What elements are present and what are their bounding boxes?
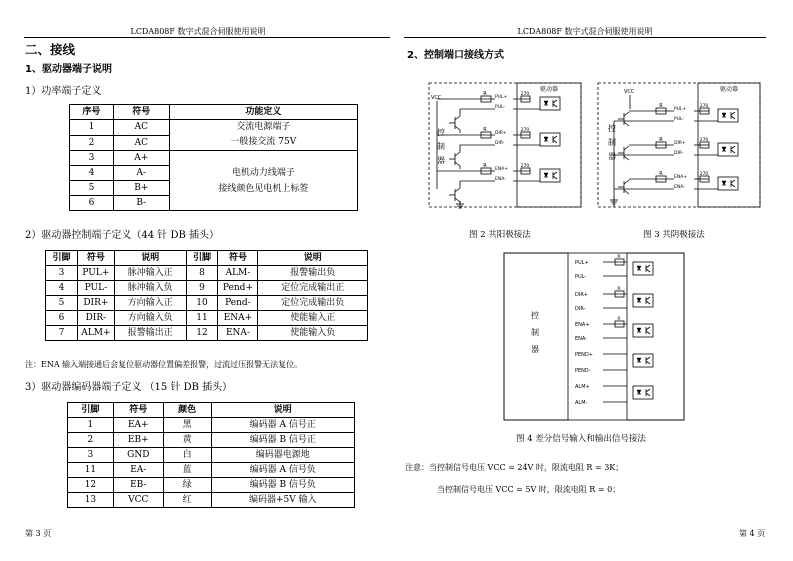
table-cell: VCC <box>113 493 163 508</box>
table-row <box>68 448 355 463</box>
table-cell: 11 <box>68 463 114 478</box>
signal-label: PUL- <box>575 274 587 280</box>
table-cell: DIR- <box>77 311 114 326</box>
page-3 <box>0 0 396 561</box>
diode-icon <box>722 181 726 185</box>
resistor-label: R <box>617 317 621 322</box>
optocoupler <box>718 143 738 156</box>
controller-label: 器 <box>531 345 539 354</box>
phototransistor-lead <box>646 389 650 392</box>
col-header: 引脚 <box>46 251 78 266</box>
transistor-emitter <box>624 156 629 160</box>
table-cell: GND <box>113 448 163 463</box>
signal-label: DIR+ <box>674 141 686 146</box>
phototransistor-lead <box>646 269 650 272</box>
transistor-emitter <box>624 190 629 194</box>
fig2-caption: 图 2 共阳极接法 <box>469 230 531 240</box>
table-cell: 蓝 <box>163 463 211 478</box>
table-cell: AC <box>113 120 169 136</box>
signal-label: DIR- <box>495 141 505 146</box>
table-row <box>46 266 368 281</box>
signal-label: DIR- <box>575 306 586 312</box>
transistor-emitter <box>624 122 629 126</box>
controller-label: 制 <box>608 138 616 147</box>
phototransistor-lead <box>553 100 557 103</box>
table-cell: EA- <box>113 463 163 478</box>
diode-icon <box>637 266 641 270</box>
signal-label: ALM+ <box>575 384 590 390</box>
phototransistor-lead <box>731 150 735 153</box>
table-row <box>68 463 355 478</box>
signal-label: PUL+ <box>495 95 508 100</box>
table-cell: 编码器+5V 输入 <box>211 493 354 508</box>
signal-label: PUL- <box>495 105 506 110</box>
phototransistor-lead <box>646 327 650 330</box>
col-header: 引脚 <box>186 251 218 266</box>
table-cell: 5 <box>46 296 78 311</box>
table-cell: A+ <box>113 151 169 166</box>
resistor-label: 270 <box>699 138 709 143</box>
table-cell: 编码器 B 信号负 <box>211 478 354 493</box>
table-row <box>46 296 368 311</box>
optocoupler <box>718 109 738 122</box>
table-cell: 编码器 B 信号正 <box>211 433 354 448</box>
table-cell: A- <box>113 166 169 181</box>
col-header: 功能定义 <box>169 105 357 120</box>
controller-label: 控 <box>608 124 616 133</box>
phototransistor-lead <box>646 297 650 300</box>
optocoupler <box>718 177 738 190</box>
table-cell: Pend- <box>218 296 258 311</box>
table-row <box>46 311 368 326</box>
resistor-label: 270 <box>699 172 709 177</box>
phototransistor-lead <box>646 301 650 304</box>
table-cell: 5 <box>70 181 114 196</box>
phototransistor-lead <box>646 361 650 364</box>
vcc-label: VCC <box>624 89 635 95</box>
table-header-row <box>68 403 355 418</box>
common-anode-diagram <box>425 79 585 219</box>
section-title: 二、接线 <box>25 42 76 57</box>
func-line: 交流电源端子 <box>236 122 291 132</box>
table-cell: 脉冲输入正 <box>114 266 186 281</box>
table-cell: EB- <box>113 478 163 493</box>
table-cell: AC <box>113 135 169 151</box>
signal-label: PEND+ <box>575 352 593 358</box>
resistor-note-1: 注意：当控制信号电压 VCC = 24V 时，限流电阻 R = 3K； <box>405 463 624 472</box>
table-cell: 使能输入负 <box>258 326 368 341</box>
signal-label: PEND- <box>575 368 591 374</box>
phototransistor-lead <box>646 331 650 334</box>
table-row <box>46 281 368 296</box>
diode-icon <box>722 113 726 117</box>
table-cell: ALM+ <box>77 326 114 341</box>
transistor-emitter <box>455 162 460 166</box>
table-cell: 7 <box>46 326 78 341</box>
transistor-emitter <box>455 126 460 130</box>
table-cell: 方向输入正 <box>114 296 186 311</box>
motor-function-cell <box>169 151 357 211</box>
phototransistor-lead <box>731 112 735 115</box>
col-header: 说明 <box>114 251 186 266</box>
encoder-terminal-table <box>67 402 355 508</box>
controller-label: 器 <box>437 156 445 165</box>
table-cell: 11 <box>186 311 218 326</box>
phototransistor-lead <box>731 116 735 119</box>
phototransistor-lead <box>553 136 557 139</box>
table-cell: 12 <box>186 326 218 341</box>
diode-icon <box>544 137 548 141</box>
col-header: 符号 <box>77 251 114 266</box>
controller-label: 器 <box>608 152 616 161</box>
diode-icon <box>722 147 726 151</box>
signal-label: ENA- <box>575 336 588 342</box>
table-cell: 2 <box>70 135 114 151</box>
controller-box <box>429 83 581 207</box>
table-cell: 编码器电源地 <box>211 448 354 463</box>
diode-icon <box>637 328 641 332</box>
phototransistor-lead <box>553 140 557 143</box>
signal-label: DIR+ <box>575 292 588 298</box>
resistor-label: 270 <box>520 128 530 133</box>
table-cell: 白 <box>163 448 211 463</box>
table-cell: 方向输入负 <box>114 311 186 326</box>
table-cell: PUL- <box>77 281 114 296</box>
phototransistor-lead <box>553 172 557 175</box>
table-row <box>68 433 355 448</box>
resistor-label: R <box>659 171 663 177</box>
table-cell: ALM- <box>218 266 258 281</box>
table-cell: 3 <box>68 448 114 463</box>
table-cell: 9 <box>186 281 218 296</box>
table-cell: 黄 <box>163 433 211 448</box>
transistor-collector <box>624 112 629 116</box>
signal-label: ENA- <box>674 185 685 190</box>
phototransistor-lead <box>646 265 650 268</box>
col-header: 符号 <box>113 105 169 120</box>
optocoupler <box>633 294 653 307</box>
table-cell: 定位完成输出正 <box>258 281 368 296</box>
col-header: 符号 <box>113 403 163 418</box>
table-row <box>70 151 358 166</box>
phototransistor-lead <box>553 176 557 179</box>
optocoupler <box>540 97 560 110</box>
ac-function-cell <box>169 120 357 151</box>
driver-terminal-title: 1、驱动器端子说明 <box>25 64 112 75</box>
transistor-collector <box>624 180 629 184</box>
table-cell: 4 <box>46 281 78 296</box>
table-cell: EA+ <box>113 418 163 433</box>
phototransistor-lead <box>731 146 735 149</box>
signal-label: ALM- <box>575 400 588 406</box>
signal-label: PUL+ <box>575 260 589 266</box>
controller-label: 控 <box>531 311 539 320</box>
optocoupler <box>633 324 653 337</box>
table-cell: 6 <box>70 196 114 211</box>
table-cell: ENA+ <box>218 311 258 326</box>
diode-icon <box>637 390 641 394</box>
signal-label: PUL- <box>674 117 685 122</box>
table-cell: 10 <box>186 296 218 311</box>
diode-icon <box>544 173 548 177</box>
output-optocoupler <box>633 386 653 399</box>
transistor-collector <box>455 188 460 192</box>
table-cell: B+ <box>113 181 169 196</box>
table-cell: 定位完成输出负 <box>258 296 368 311</box>
header-rule <box>24 37 390 38</box>
transistor-collector <box>455 116 460 120</box>
fig4-caption: 图 4 差分信号输入和输出信号接法 <box>516 434 646 444</box>
col-header: 说明 <box>258 251 368 266</box>
resistor-note-2: 当控制信号电压 VCC = 5V 时，限流电阻 R = 0； <box>437 485 621 494</box>
table-cell: Pend+ <box>218 281 258 296</box>
signal-label: ENA+ <box>674 175 688 180</box>
optocoupler <box>633 262 653 275</box>
power-terminal-table <box>69 104 358 211</box>
transistor-collector <box>624 146 629 150</box>
table-cell: EB+ <box>113 433 163 448</box>
transistor-collector <box>455 152 460 156</box>
output-optocoupler <box>633 354 653 367</box>
func-line: 电机动力线端子 <box>231 167 295 178</box>
transistor-emitter <box>455 198 460 202</box>
table-cell: 8 <box>186 266 218 281</box>
table-cell: 3 <box>46 266 78 281</box>
optocoupler <box>540 169 560 182</box>
page-header: LCDA808F 数字式混合伺服使用说明 <box>517 27 653 36</box>
table-cell: 3 <box>70 151 114 166</box>
table-cell: 1 <box>68 418 114 433</box>
driver-box <box>627 253 684 420</box>
table-header-row <box>46 251 368 266</box>
table-cell: 脉冲输入负 <box>114 281 186 296</box>
signal-label: ENA+ <box>495 167 509 172</box>
phototransistor-lead <box>731 184 735 187</box>
resistor-label: 270 <box>699 104 709 109</box>
diode-icon <box>637 358 641 362</box>
table-row <box>68 418 355 433</box>
signal-label: DIR- <box>674 151 684 156</box>
resistor-label: R <box>483 91 487 97</box>
table-cell: 绿 <box>163 478 211 493</box>
page-4 <box>397 0 793 561</box>
resistor-label: R <box>617 287 621 292</box>
common-cathode-diagram <box>594 79 764 219</box>
driver-label: 驱动器 <box>539 86 559 93</box>
resistor-label: 270 <box>520 164 530 169</box>
func-line: 接线颜色见电机上标签 <box>218 183 309 194</box>
table-cell: 13 <box>68 493 114 508</box>
col-header: 说明 <box>211 403 354 418</box>
table-cell: 编码器 A 信号正 <box>211 418 354 433</box>
differential-diagram <box>503 252 685 422</box>
table-cell: 黑 <box>163 418 211 433</box>
col-header: 引脚 <box>68 403 114 418</box>
control-note: 注：ENA 输入端接通后会复位驱动器位置偏差报警，过流过压报警无法复位。 <box>25 360 303 369</box>
resistor-label: R <box>483 163 487 169</box>
signal-label: ENA- <box>495 177 506 182</box>
table-cell: 编码器 A 信号负 <box>211 463 354 478</box>
table-row <box>68 478 355 493</box>
vcc-label: VCC <box>431 95 442 101</box>
controller-label: 控 <box>437 128 445 137</box>
col-header: 序号 <box>70 105 114 120</box>
control-terminal-title: 2）驱动器控制端子定义（44 针 DB 插头） <box>25 230 219 241</box>
table-row <box>46 326 368 341</box>
table-cell: 使能输入正 <box>258 311 368 326</box>
control-terminal-table <box>45 250 368 341</box>
resistor-label: 270 <box>520 92 530 97</box>
table-header-row <box>70 105 358 120</box>
table-cell: 报警输出负 <box>258 266 368 281</box>
controller-label: 制 <box>531 328 539 337</box>
table-cell: 红 <box>163 493 211 508</box>
diode-icon <box>637 298 641 302</box>
diode-icon <box>544 101 548 105</box>
page-number: 第 4 页 <box>739 529 766 538</box>
page-number: 第 3 页 <box>25 529 52 538</box>
encoder-terminal-title: 3）驱动器编码器端子定义 （15 针 DB 插头） <box>25 382 233 393</box>
wiring-section-title: 2、控制端口接线方式 <box>407 50 504 61</box>
signal-label: PUL+ <box>674 107 687 112</box>
driver-label: 驱动器 <box>719 86 739 93</box>
optocoupler <box>540 133 560 146</box>
table-cell: 2 <box>68 433 114 448</box>
table-cell: PUL+ <box>77 266 114 281</box>
col-header: 颜色 <box>163 403 211 418</box>
phototransistor-lead <box>646 357 650 360</box>
controller-label: 制 <box>437 142 445 151</box>
table-cell: ENA- <box>218 326 258 341</box>
table-cell: B- <box>113 196 169 211</box>
resistor-label: R <box>617 255 621 260</box>
phototransistor-lead <box>646 393 650 396</box>
phototransistor-lead <box>731 180 735 183</box>
power-terminal-title: 1）功率端子定义 <box>25 86 102 97</box>
table-cell: 报警输出正 <box>114 326 186 341</box>
table-row <box>70 120 358 136</box>
signal-label: ENA+ <box>575 322 590 328</box>
table-cell: 1 <box>70 120 114 136</box>
fig3-caption: 图 3 共阴极接法 <box>643 230 705 240</box>
func-line: 一般接交流 75V <box>230 137 297 147</box>
resistor-label: R <box>483 127 487 133</box>
table-cell: 6 <box>46 311 78 326</box>
table-cell: 12 <box>68 478 114 493</box>
resistor-label: R <box>659 103 663 109</box>
signal-label: DIR+ <box>495 131 507 136</box>
table-cell: DIR+ <box>77 296 114 311</box>
col-header: 符号 <box>218 251 258 266</box>
table-cell: 4 <box>70 166 114 181</box>
phototransistor-lead <box>553 104 557 107</box>
resistor-label: R <box>659 137 663 143</box>
header-rule <box>404 37 766 38</box>
page-header: LCDA808F 数字式混合伺服使用说明 <box>130 27 266 36</box>
table-row <box>68 493 355 508</box>
